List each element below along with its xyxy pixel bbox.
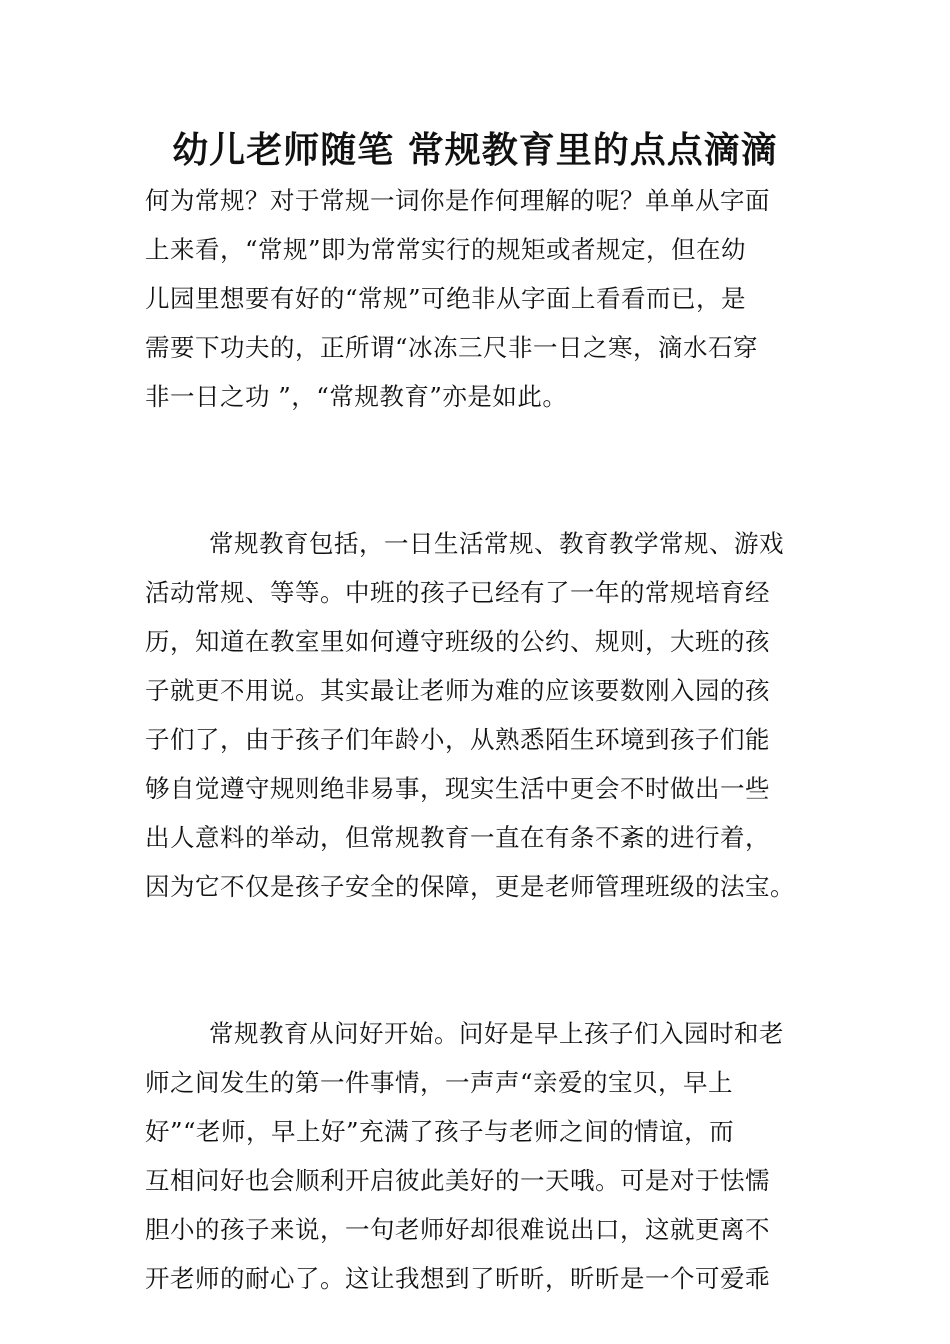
paragraph-line: 历，知道在教室里如何遵守班级的公约、规则，大班的孩 [145,627,770,656]
paragraph-line: 上来看，“常规”即为常常实行的规矩或者规定，但在幼 [145,235,747,264]
paragraph-spacer [145,911,805,1009]
paragraph-line: 互相问好也会顺利开启彼此美好的一天哦。可是对于怯懦 [145,1166,770,1195]
document-body [145,176,805,1303]
paragraph-line: 儿园里想要有好的“常规”可绝非从字面上看看而已，是 [145,284,747,313]
paragraph-line: 何为常规？对于常规一词你是作何理解的呢？单单从字面 [145,186,770,215]
paragraph-line: 需要下功夫的，正所谓“冰冻三尺非一日之寒，滴水石穿 [145,333,759,362]
paragraph-line: 好”“老师，早上好”充满了孩子与老师之间的情谊，而 [145,1117,735,1146]
paragraph-line: 因为它不仅是孩子安全的保障，更是老师管理班级的法宝。 [145,872,795,901]
paragraph-line: 出人意料的举动，但常规教育一直在有条不紊的进行着， [145,823,770,852]
paragraph-line: 常规教育从问好开始。问好是早上孩子们入园时和老 [209,1019,784,1048]
paragraph-line: 够自觉遵守规则绝非易事，现实生活中更会不时做出一些 [145,774,770,803]
paragraph-2 [145,519,805,911]
paragraph-line: 子就更不用说。其实最让老师为难的应该要数刚入园的孩 [145,676,770,705]
paragraph-1 [145,176,805,421]
document-title: 幼儿老师随笔 常规教育里的点点滴滴 [172,130,778,171]
paragraph-3 [145,1009,805,1303]
paragraph-line: 非一日之功 ”，“常规教育”亦是如此。 [145,382,568,411]
paragraph-line: 常规教育包括，一日生活常规、教育教学常规、游戏 [209,529,784,558]
paragraph-line: 活动常规、等等。中班的孩子已经有了一年的常规培育经 [145,578,770,607]
paragraph-spacer [145,421,805,519]
paragraph-line: 胆小的孩子来说，一句老师好却很难说出口，这就更离不 [145,1215,770,1244]
paragraph-line: 师之间发生的第一件事情，一声声“亲爱的宝贝，早上 [145,1068,734,1097]
paragraph-line: 开老师的耐心了。这让我想到了昕昕，昕昕是一个可爱乖 [145,1264,770,1293]
paragraph-line: 子们了，由于孩子们年龄小，从熟悉陌生环境到孩子们能 [145,725,770,754]
